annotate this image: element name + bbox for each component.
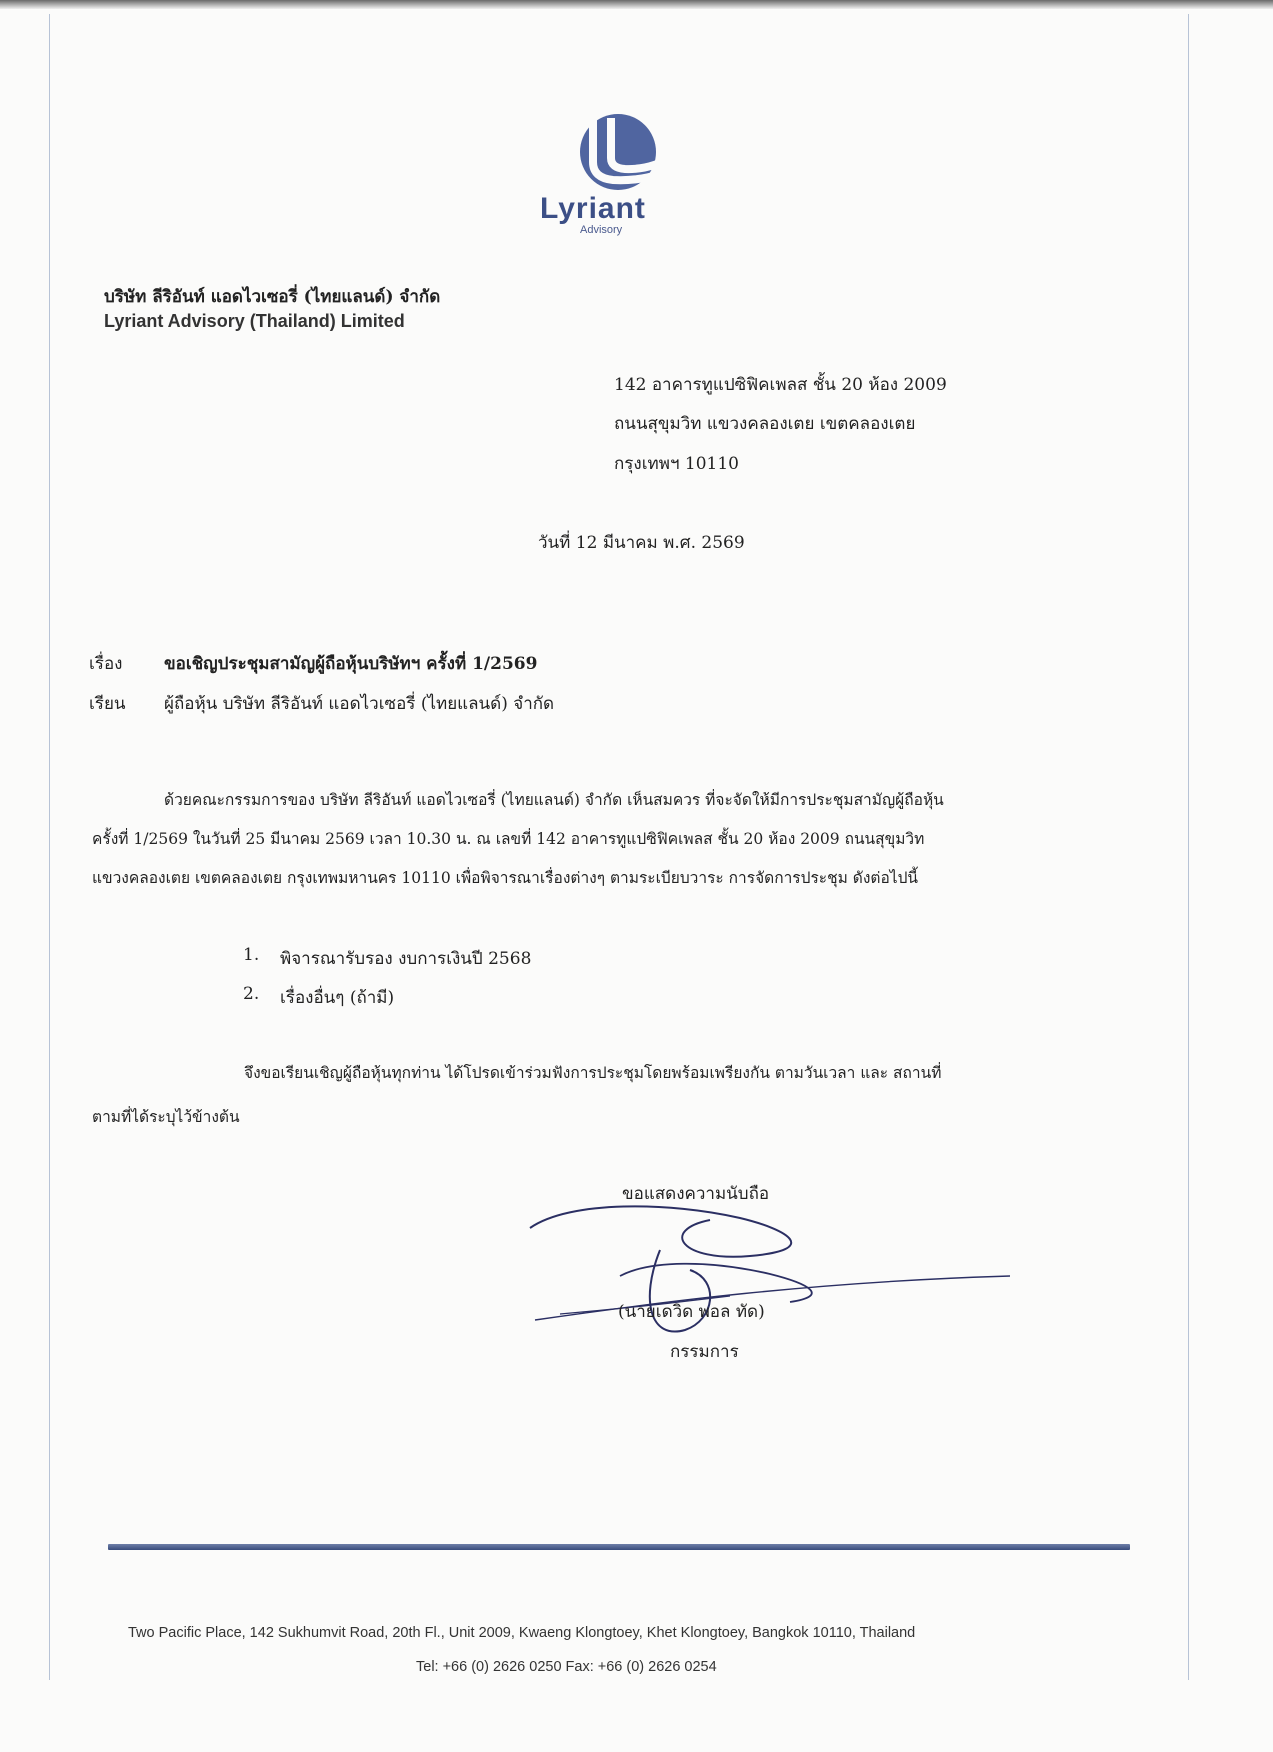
logo-wordmark: Lyriant xyxy=(540,192,646,225)
left-margin-line xyxy=(49,14,50,1680)
scan-top-edge xyxy=(0,0,1273,9)
body-paragraph-1-line-1: ด้วยคณะกรรมการของ บริษัท ลีริอันท์ แอดไวเซอรี่ (ไทยแลนด์) จำกัด เห็นสมควร ที่จะจัดให้มีการประชุมสามัญผู้ถือหุ้น xyxy=(164,791,944,809)
logo-subtitle: Advisory xyxy=(580,224,623,236)
subject-label: เรื่อง xyxy=(89,654,123,674)
handwritten-signature xyxy=(510,1190,1030,1350)
address-line-3: กรุงเทพฯ 10110 xyxy=(614,454,739,474)
agenda-item-1-number: 1. xyxy=(243,945,260,965)
body-paragraph-2-line-1: จึงขอเรียนเชิญผู้ถือหุ้นทุกท่าน ได้โปรดเข้าร่วมฟังการประชุมโดยพร้อมเพรียงกัน ตามวันเวลา และ สถานที่ xyxy=(244,1064,942,1082)
right-margin-line xyxy=(1188,14,1189,1680)
logo-mark-icon xyxy=(533,112,703,192)
body-paragraph-1-line-2: ครั้งที่ 1/2569 ในวันที่ 25 มีนาคม 2569 เวลา 10.30 น. ณ เลขที่ 142 อาคารทูแปซิฟิคเพลส ชั้น 20 ห้อง 2009 ถนนสุขุมวิท xyxy=(92,830,925,848)
signer-title: กรรมการ xyxy=(670,1342,739,1362)
recipient-label: เรียน xyxy=(89,694,126,714)
company-logo xyxy=(533,112,703,242)
agenda-item-1-text: พิจารณารับรอง งบการเงินปี 2568 xyxy=(280,949,532,969)
agenda-item-2-text: เรื่องอื่นๆ (ถ้ามี) xyxy=(280,988,395,1008)
signer-name: (นายเดวิด พอล ทัด) xyxy=(618,1302,765,1322)
address-line-2: ถนนสุขุมวิท แขวงคลองเตย เขตคลองเตย xyxy=(614,414,916,434)
body-paragraph-2-line-2: ตามที่ได้ระบุไว้ข้างต้น xyxy=(92,1108,240,1126)
footer-divider xyxy=(108,1544,1130,1550)
closing-regards: ขอแสดงความนับถือ xyxy=(622,1184,770,1204)
company-name-thai: บริษัท ลีริอันท์ แอดไวเซอรี่ (ไทยแลนด์) จำกัด xyxy=(104,287,441,307)
letter-date: วันที่ 12 มีนาคม พ.ศ. 2569 xyxy=(538,533,745,553)
address-line-1: 142 อาคารทูแปซิฟิคเพลส ชั้น 20 ห้อง 2009 xyxy=(614,375,947,395)
subject-text: ขอเชิญประชุมสามัญผู้ถือหุ้นบริษัทฯ ครั้งที่ 1/2569 xyxy=(164,654,538,674)
recipient-text: ผู้ถือหุ้น บริษัท ลีริอันท์ แอดไวเซอรี่ (ไทยแลนด์) จำกัด xyxy=(164,694,555,714)
footer-address: Two Pacific Place, 142 Sukhumvit Road, 20th Fl., Unit 2009, Kwaeng Klongtoey, Khet Klongtoey, Bangkok 10110, Thailand xyxy=(128,1625,916,1641)
footer-contact: Tel: +66 (0) 2626 0250 Fax: +66 (0) 2626 0254 xyxy=(416,1659,717,1675)
agenda-item-2-number: 2. xyxy=(243,984,260,1004)
body-paragraph-1-line-3: แขวงคลองเตย เขตคลองเตย กรุงเทพมหานคร 10110 เพื่อพิจารณาเรื่องต่างๆ ตามระเบียบวาระ การจัดการประชุม ดังต่อไปนี้ xyxy=(92,869,919,887)
company-name-english: Lyriant Advisory (Thailand) Limited xyxy=(104,311,405,331)
